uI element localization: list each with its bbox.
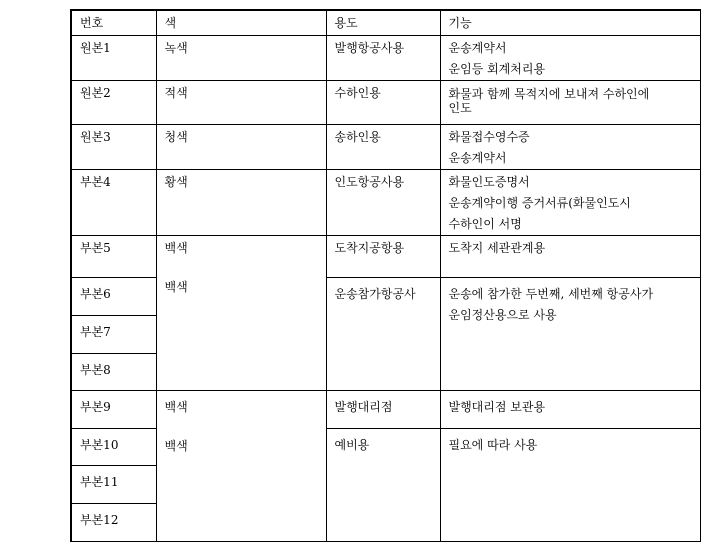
header-use: 용도 [326,10,440,35]
table-row [71,124,700,169]
function-line: 화물과 함께 목적지에 보내져 수하인에 [448,86,650,101]
copy-color-text: 백색 [164,399,188,414]
function-line: 운송계약이행 증거서류(화물인도시 [448,195,631,210]
copy-number: 부본5 [71,235,156,277]
copy-use: 예비용 [326,428,440,541]
function-line: 운송에 참가한 두번째, 세번째 항공사가 [448,286,654,301]
copy-color: 황색 [156,169,326,235]
copy-function: 발행대리점 보관용 [440,390,700,428]
function-line: 운송계약서 [448,150,507,165]
spacer [165,259,326,277]
awb-copies-table [70,9,701,542]
header-number: 번호 [71,10,156,35]
function-line: 화물접수영수증 [448,129,530,144]
spacer [165,418,326,436]
copy-number: 원본2 [71,80,156,124]
copy-number: 부본6 [71,277,156,315]
header-function: 기능 [440,10,700,35]
copy-function: 필요에 따라 사용 [440,428,700,541]
copy-number: 부본7 [71,315,156,353]
function-line: 화물인도증명서 [448,174,530,189]
copy-use: 발행항공사용 [326,35,440,80]
copy-color: 청색 [156,124,326,169]
table-row [71,235,700,277]
copy-color [156,235,326,390]
copy-function [440,169,700,235]
copy-color-text: 백색 [164,438,188,453]
copy-number: 부본12 [71,503,156,541]
header-color: 색 [156,10,326,35]
copy-function: 도착지 세관관계용 [440,235,700,277]
copy-color-text: 백색 [164,279,188,294]
copy-use: 발행대리점 [326,390,440,428]
copy-function [440,277,700,390]
copy-number: 부본4 [71,169,156,235]
table-row [71,169,700,235]
copy-color [156,390,326,541]
copy-color: 녹색 [156,35,326,80]
copy-use: 수하인용 [326,80,440,124]
copy-color: 적색 [156,80,326,124]
function-line: 운임등 회계처리용 [448,61,546,76]
function-line: 수하인이 서명 [448,216,522,231]
copy-number: 부본8 [71,353,156,390]
copy-number: 부본9 [71,390,156,428]
copy-color-text: 백색 [164,240,188,255]
copy-use: 도착지공항용 [326,235,440,277]
copy-number: 원본3 [71,124,156,169]
function-line: 운임정산용으로 사용 [448,307,557,322]
copy-number: 부본10 [71,428,156,465]
header-row [71,10,700,35]
table-row [71,390,700,428]
copy-use: 운송참가항공사 [326,277,440,390]
function-line: 인도 [448,100,472,115]
copy-function [440,80,700,124]
table-row [71,35,700,80]
copy-number: 원본1 [71,35,156,80]
copy-number: 부본11 [71,465,156,503]
copy-function [440,124,700,169]
table-row [71,80,700,124]
copy-use: 송하인용 [326,124,440,169]
function-line: 운송계약서 [448,40,507,55]
copy-use: 인도항공사용 [326,169,440,235]
copy-function [440,35,700,80]
